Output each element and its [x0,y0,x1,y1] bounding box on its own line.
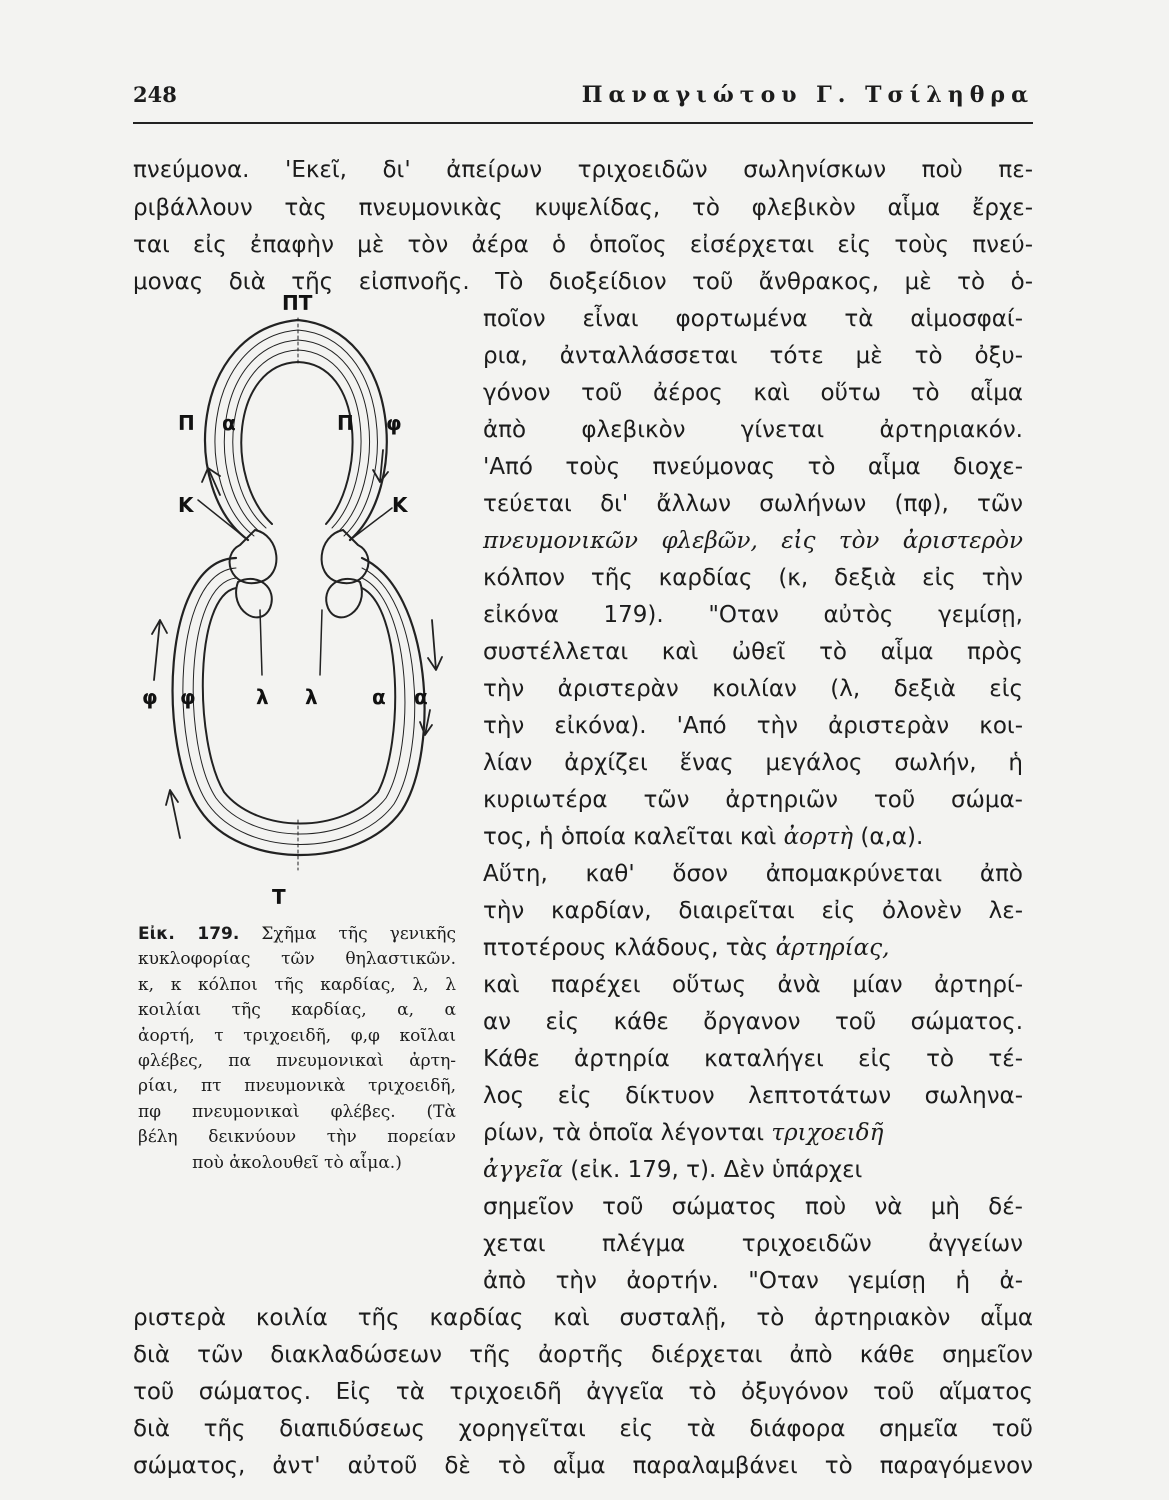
body-line [483,1117,1023,1149]
circulation-diagram [140,290,455,910]
body-line: ται εἰς ἐπαφὴν μὲ τὸν ἀέρα ὁ ὁποῖος εἰσέρχεται εἰς τοὺς πνεύ- [133,232,1033,258]
label-pt: ΠΤ [282,291,313,315]
caption-line: ἀορτή, τ τριχοειδῆ, φ,φ κοῖλαι [138,1025,456,1046]
body-line [483,1154,1023,1186]
body-line: ριστερὰ κοιλία τῆς καρδίας καὶ συσταλῇ, τὸ ἀρτηριακὸν αἷμα [133,1305,1033,1331]
body-line: ριβάλλουν τὰς πνευμονικὰς κυψελίδας, τὸ φλεβικὸν αἷμα ἔρχε- [133,195,1033,221]
label-lambda-left: λ [256,685,269,709]
caption-line [138,922,456,947]
caption-text: Σχῆμα τῆς γενικῆς [261,924,456,944]
body-line: λίαν ἀρχίζει ἕνας μεγάλος σωλήν, ἡ [483,750,1023,776]
systemic-loop [173,558,425,855]
caption-line: ποὺ ἀκολουθεῖ τὸ αἷμα.) [192,1152,402,1173]
body-line [483,821,1023,853]
body-line: ποῖον εἶναι φορτωμένα τὰ αἱμοσφαί- [483,306,1023,332]
body-line: τὴν καρδίαν, διαιρεῖται εἰς ὀλονὲν λε- [483,898,1023,924]
body-line: ρια, ἀνταλλάσσεται τότε μὲ τὸ ὀξυ- [483,343,1023,369]
body-line: τοῦ σώματος. Εἰς τὰ τριχοειδῆ ἀγγεῖα τὸ ὀξυγόνον τοῦ αἵματος [133,1379,1033,1405]
body-line: χεται πλέγμα τριχοειδῶν ἀγγείων [483,1231,1023,1257]
caption-line: φλέβες, πα πνευμονικαὶ ἀρτη- [138,1051,456,1072]
body-line: λος εἰς δίκτυον λεπτοτάτων σωληνα- [483,1083,1023,1109]
body-text-italic: ἀρτηρίας, [775,935,890,961]
body-line: τὴν ἀριστερὰν κοιλίαν (λ, δεξιὰ εἰς [483,676,1023,702]
label-lambda-right: λ [305,685,318,709]
body-line: ἀπὸ τὴν ἀορτήν. "Οταν γεμίσῃ ἡ ἀ- [483,1268,1023,1294]
body-text: πτοτέρους κλάδους, τὰς [483,935,769,961]
body-line: πνεύμονα. 'Εκεῖ, δι' ἀπείρων τριχοειδῶν σωληνίσκων ποὺ πε- [133,157,1033,183]
body-line: πνευμονικῶν φλεβῶν, εἰς τὸν ἀριστερὸν [483,528,1023,554]
caption-line: κ, κ κόλποι τῆς καρδίας, λ, λ [138,974,456,995]
body-text-italic: ἀγγεῖα [483,1157,563,1183]
figure-number: Εἰκ. 179. [138,924,240,944]
body-line: κόλπον τῆς καρδίας (κ, δεξιὰ εἰς τὴν [483,565,1023,591]
label-a-inner: α [372,685,386,709]
label-p-right: Π [337,411,354,435]
body-text: (εἰκ. 179, τ). Δὲν ὑπάρχει [570,1157,863,1183]
left-heart-chambers [230,530,277,617]
figure-caption [138,922,456,1176]
label-a-left: α [222,411,236,435]
caption-line: ρίαι, πτ πνευμονικὰ τριχοειδῆ, [138,1076,456,1097]
caption-line: πφ πνευμονικαὶ φλέβες. (Τὰ [138,1101,456,1122]
body-line: συστέλλεται καὶ ὠθεῖ τὸ αἷμα πρὸς [483,639,1023,665]
caption-line: βέλη δεικνύουν τὴν πορείαν [138,1127,456,1148]
body-line: ἀπὸ φλεβικὸν γίνεται ἀρτηριακόν. [483,417,1023,443]
running-head: Παναγιώτου Γ. Τσίληθρα [581,82,1034,108]
body-line: αν εἰς κάθε ὄργανον τοῦ σώματος. [483,1009,1023,1035]
body-text: (α,α). [860,824,924,850]
label-a-outer: α [414,685,428,709]
label-phi-outer: φ [142,685,158,709]
body-line: τεύεται δι' ἄλλων σωλήνων (πφ), τῶν [483,491,1023,517]
body-line: σημεῖον τοῦ σώματος ποὺ νὰ μὴ δέ- [483,1194,1023,1220]
body-line: Κάθε ἀρτηρία καταλήγει εἰς τὸ τέ- [483,1046,1023,1072]
body-text: ρίων, τὰ ὁποῖα λέγονται [483,1120,765,1146]
label-phi-right: φ [386,411,402,435]
caption-line: κυκλοφορίας τῶν θηλαστικῶν. [138,949,456,970]
body-line: κυριωτέρα τῶν ἀρτηριῶν τοῦ σώμα- [483,787,1023,813]
body-text-italic: τριχοειδῆ [771,1120,884,1146]
body-text: τος, ἡ ὁποία καλεῖται καὶ [483,824,777,850]
body-line: καὶ παρέχει οὕτως ἀνὰ μίαν ἀρτηρί- [483,972,1023,998]
body-line [483,932,1023,964]
body-line: σώματος, ἀντ' αὐτοῦ δὲ τὸ αἷμα παραλαμβάνει τὸ παραγόμενον [133,1453,1033,1479]
right-heart-chambers [322,530,369,617]
body-line: τὴν εἰκόνα). 'Από τὴν ἀριστερὰν κοι- [483,713,1023,739]
label-phi-inner: φ [180,685,196,709]
label-t: Τ [272,885,286,909]
body-line: γόνον τοῦ ἀέρος καὶ οὕτω τὸ αἷμα [483,380,1023,406]
body-line: μονας διὰ τῆς εἰσπνοῆς. Τὸ διοξείδιον τοῦ ἄνθρακος, μὲ τὸ ὁ- [133,269,1033,295]
body-text-italic: ἀορτὴ [783,824,854,850]
body-line: 'Από τοὺς πνεύμονας τὸ αἷμα διοχε- [483,454,1023,480]
body-line: εἰκόνα 179). "Οταν αὐτὸς γεμίσῃ, [483,602,1023,628]
caption-line: κοιλίαι τῆς καρδίας, α, α [138,1000,456,1021]
label-p-left: Π [178,411,195,435]
body-line: διὰ τῆς διαπιδύσεως χορηγεῖται εἰς τὰ διάφορα σημεῖα τοῦ [133,1416,1033,1442]
body-line: Αὕτη, καθ' ὅσον ἀπομακρύνεται ἀπὸ [483,861,1023,887]
body-line: διὰ τῶν διακλαδώσεων τῆς ἀορτῆς διέρχεται ἀπὸ κάθε σημεῖον [133,1342,1033,1368]
header-rule [133,122,1033,124]
label-k-left: Κ [178,493,194,517]
page-number: 248 [133,82,177,107]
label-k-right: Κ [392,493,408,517]
